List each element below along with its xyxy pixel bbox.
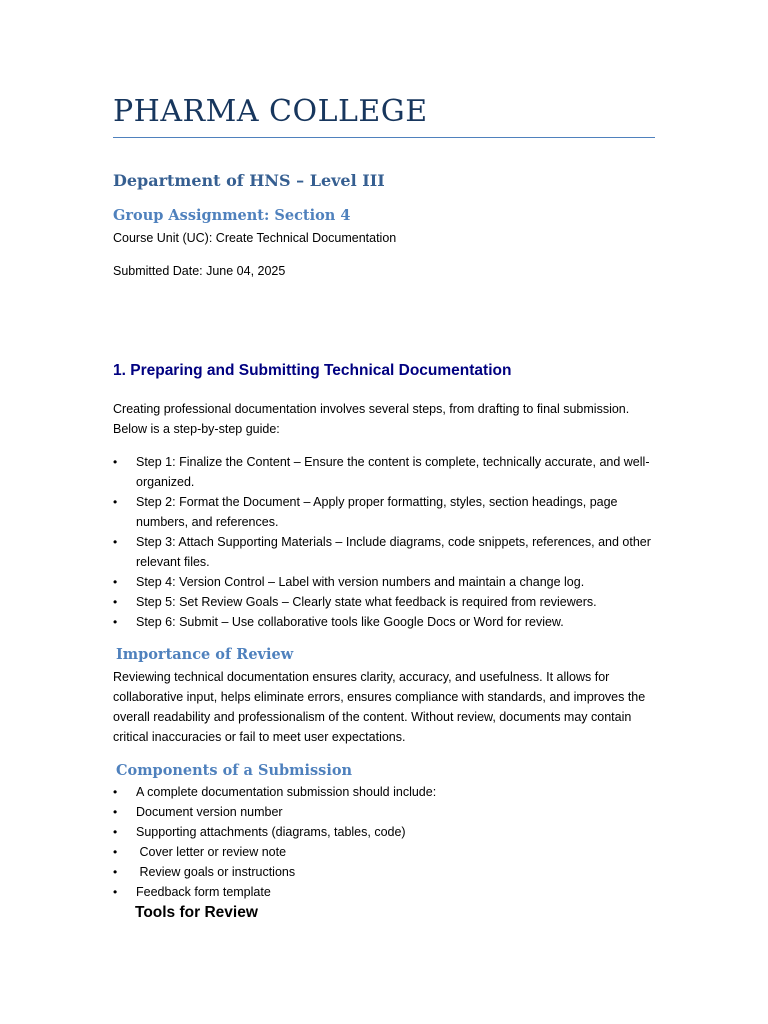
list-item: • Cover letter or review note	[113, 842, 658, 862]
importance-heading: Importance of Review	[116, 646, 294, 663]
list-item: • Supporting attachments (diagrams, tables, code)	[113, 822, 658, 842]
bullet-icon: •	[113, 455, 118, 469]
bullet-icon: •	[113, 785, 118, 799]
components-list	[113, 782, 658, 902]
bullet-icon: •	[113, 495, 118, 509]
bullet-icon: •	[113, 825, 118, 839]
list-item: • Review goals or instructions	[113, 862, 658, 882]
department-heading: Department of HNS – Level III	[113, 171, 385, 190]
section-1-heading: 1. Preparing and Submitting Technical Documentation	[113, 362, 512, 379]
components-heading: Components of a Submission	[116, 762, 353, 779]
bullet-icon: •	[113, 595, 118, 609]
bullet-icon: •	[113, 615, 118, 629]
list-item: • A complete documentation submission should include:	[113, 782, 658, 802]
submitted-date-text: Submitted Date: June 04, 2025	[113, 264, 286, 278]
bullet-icon: •	[113, 575, 118, 589]
bullet-icon: •	[113, 805, 118, 819]
bullet-icon: •	[113, 865, 118, 879]
bullet-icon: •	[113, 535, 118, 549]
importance-body: Reviewing technical documentation ensures clarity, accuracy, and usefulness. It allows for collaborative input, helps eliminate errors, ensures compliance with standards, and improves the overall readability and professionalism of the content. Without review, documents may contain critical inaccuracies or fail to meet user expectations.	[113, 670, 646, 744]
list-item: • Feedback form template	[113, 882, 658, 902]
title-underline	[113, 137, 655, 138]
list-item: • Step 5: Set Review Goals – Clearly state what feedback is required from reviewers.	[113, 592, 658, 612]
steps-list	[113, 452, 658, 632]
section-1-intro: Creating professional documentation involves several steps, from drafting to final submission. Below is a step-by-step guide:	[113, 402, 630, 436]
bullet-icon: •	[113, 845, 118, 859]
list-item: • Document version number	[113, 802, 658, 822]
course-unit-text: Course Unit (UC): Create Technical Documentation	[113, 231, 397, 245]
list-item: • Step 3: Attach Supporting Materials – Include diagrams, code snippets, references, and other relevant files.	[113, 532, 658, 572]
list-item: • Step 4: Version Control – Label with version numbers and maintain a change log.	[113, 572, 658, 592]
list-item: • Step 2: Format the Document – Apply proper formatting, styles, section headings, page numbers, and references.	[113, 492, 658, 532]
tools-heading: Tools for Review	[135, 904, 258, 921]
list-item: • Step 1: Finalize the Content – Ensure the content is complete, technically accurate, and well-organized.	[113, 452, 658, 492]
list-item: • Step 6: Submit – Use collaborative tools like Google Docs or Word for review.	[113, 612, 658, 632]
college-title: PHARMA COLLEGE	[113, 94, 428, 129]
bullet-icon: •	[113, 885, 118, 899]
assignment-heading: Group Assignment: Section 4	[113, 207, 351, 224]
